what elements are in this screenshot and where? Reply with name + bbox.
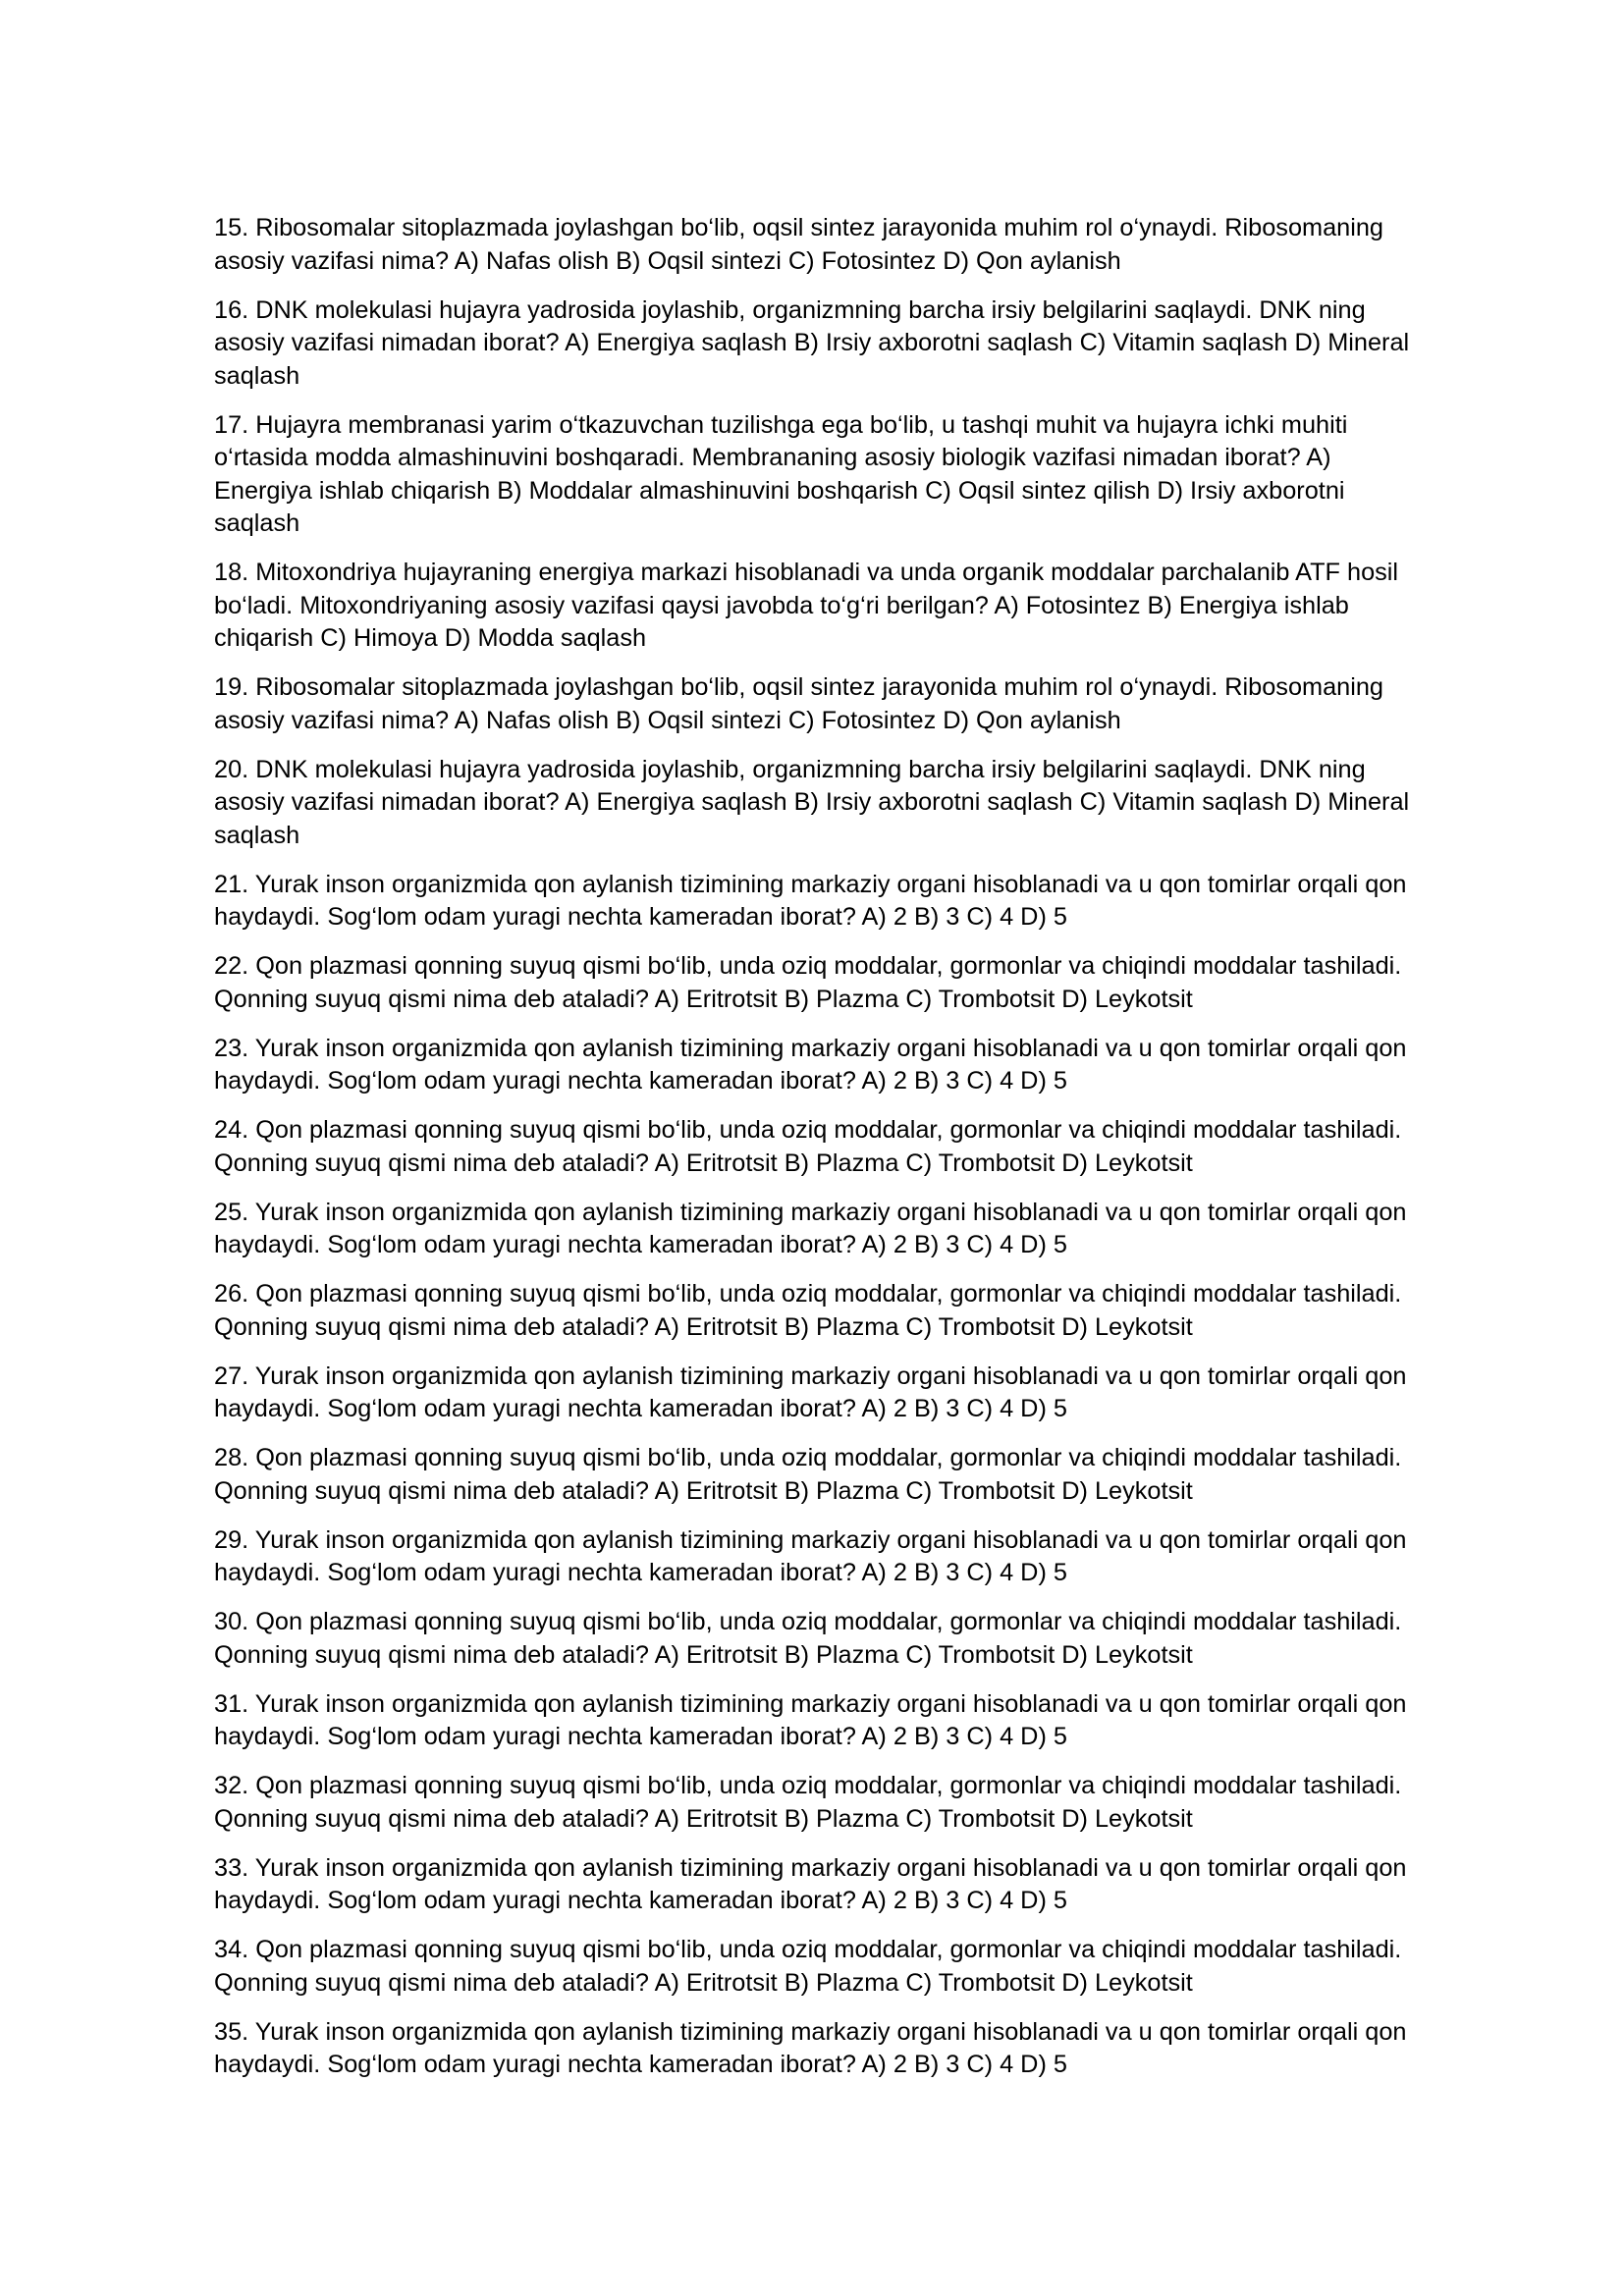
question-list — [214, 212, 1422, 2098]
question-18: 18. Mitoxondriya hujayraning energiya markazi hisoblanadi va unda organik moddalar parchalanib ATF hosil bo‘ladi. Mitoxondriyaning asosiy vazifasi qaysi javobda to‘g‘ri berilgan? A) Fotosintez B) Energiya ishlab chiqarish C) Himoya D) Modda saqlash — [214, 559, 1399, 652]
question-34: 34. Qon plazmasi qonning suyuq qismi bo‘lib, unda oziq moddalar, gormonlar va chiqindi moddalar tashiladi. Qonning suyuq qismi nima deb ataladi? A) Eritrotsit B) Plazma C) Trombotsit D) Leykotsit — [214, 1936, 1402, 1997]
question-27: 27. Yurak inson organizmida qon aylanish tizimining markaziy organi hisoblanadi va u qon tomirlar orqali qon haydaydi. Sog‘lom odam yuragi nechta kameradan iborat? A) 2 B) 3 C) 4 D) 5 — [214, 1362, 1407, 1422]
question-33: 33. Yurak inson organizmida qon aylanish tizimining markaziy organi hisoblanadi va u qon tomirlar orqali qon haydaydi. Sog‘lom odam yuragi nechta kameradan iborat? A) 2 B) 3 C) 4 D) 5 — [214, 1853, 1407, 1914]
question-32: 32. Qon plazmasi qonning suyuq qismi bo‘lib, unda oziq moddalar, gormonlar va chiqindi moddalar tashiladi. Qonning suyuq qismi nima deb ataladi? A) Eritrotsit B) Plazma C) Trombotsit D) Leykotsit — [214, 1772, 1402, 1833]
question-16: 16. DNK molekulasi hujayra yadrosida joylashib, organizmning barcha irsiy belgilarini saqlaydi. DNK ning asosiy vazifasi nimadan iborat? A) Energiya saqlash B) Irsiy axborotni saqlash C) Vitamin saqlash D) Mineral saqlash — [214, 295, 1410, 390]
question-31: 31. Yurak inson organizmida qon aylanish tizimining markaziy organi hisoblanadi va u qon tomirlar orqali qon haydaydi. Sog‘lom odam yuragi nechta kameradan iborat? A) 2 B) 3 C) 4 D) 5 — [214, 1689, 1407, 1750]
question-17: 17. Hujayra membranasi yarim o‘tkazuvchan tuzilishga ega bo‘lib, u tashqi muhit va hujayra ichki muhiti o‘rtasida modda almashinuvini boshqaradi. Membrananing asosiy biologik vazifasi nimadan iborat? A) Energiya ishlab chiqarish B) Moddalar almashinuvini boshqarish C) Oqsil sintez qilish D) Irsiy axborotni saqlash — [214, 410, 1348, 537]
question-29: 29. Yurak inson organizmida qon aylanish tizimining markaziy organi hisoblanadi va u qon tomirlar orqali qon haydaydi. Sog‘lom odam yuragi nechta kameradan iborat? A) 2 B) 3 C) 4 D) 5 — [214, 1525, 1407, 1586]
question-23: 23. Yurak inson organizmida qon aylanish tizimining markaziy organi hisoblanadi va u qon tomirlar orqali qon haydaydi. Sog‘lom odam yuragi nechta kameradan iborat? A) 2 B) 3 C) 4 D) 5 — [214, 1034, 1407, 1095]
question-24: 24. Qon plazmasi qonning suyuq qismi bo‘lib, unda oziq moddalar, gormonlar va chiqindi moddalar tashiladi. Qonning suyuq qismi nima deb ataladi? A) Eritrotsit B) Plazma C) Trombotsit D) Leykotsit — [214, 1116, 1402, 1177]
question-28: 28. Qon plazmasi qonning suyuq qismi bo‘lib, unda oziq moddalar, gormonlar va chiqindi moddalar tashiladi. Qonning suyuq qismi nima deb ataladi? A) Eritrotsit B) Plazma C) Trombotsit D) Leykotsit — [214, 1444, 1402, 1505]
question-22: 22. Qon plazmasi qonning suyuq qismi bo‘lib, unda oziq moddalar, gormonlar va chiqindi moddalar tashiladi. Qonning suyuq qismi nima deb ataladi? A) Eritrotsit B) Plazma C) Trombotsit D) Leykotsit — [214, 952, 1402, 1013]
question-26: 26. Qon plazmasi qonning suyuq qismi bo‘lib, unda oziq moddalar, gormonlar va chiqindi moddalar tashiladi. Qonning suyuq qismi nima deb ataladi? A) Eritrotsit B) Plazma C) Trombotsit D) Leykotsit — [214, 1280, 1402, 1341]
question-21: 21. Yurak inson organizmida qon aylanish tizimining markaziy organi hisoblanadi va u qon tomirlar orqali qon haydaydi. Sog‘lom odam yuragi nechta kameradan iborat? A) 2 B) 3 C) 4 D) 5 — [214, 870, 1407, 931]
question-25: 25. Yurak inson organizmida qon aylanish tizimining markaziy organi hisoblanadi va u qon tomirlar orqali qon haydaydi. Sog‘lom odam yuragi nechta kameradan iborat? A) 2 B) 3 C) 4 D) 5 — [214, 1198, 1407, 1258]
question-30: 30. Qon plazmasi qonning suyuq qismi bo‘lib, unda oziq moddalar, gormonlar va chiqindi moddalar tashiladi. Qonning suyuq qismi nima deb ataladi? A) Eritrotsit B) Plazma C) Trombotsit D) Leykotsit — [214, 1608, 1402, 1669]
question-20: 20. DNK molekulasi hujayra yadrosida joylashib, organizmning barcha irsiy belgilarini saqlaydi. DNK ning asosiy vazifasi nimadan iborat? A) Energiya saqlash B) Irsiy axborotni saqlash C) Vitamin saqlash D) Mineral saqlash — [214, 755, 1410, 849]
question-15: 15. Ribosomalar sitoplazmada joylashgan bo‘lib, oqsil sintez jarayonida muhim rol o‘ynaydi. Ribosomaning asosiy vazifasi nima? A) Nafas olish B) Oqsil sintezi C) Fotosintez D) Qon aylanish — [214, 214, 1383, 275]
question-35: 35. Yurak inson organizmida qon aylanish tizimining markaziy organi hisoblanadi va u qon tomirlar orqali qon haydaydi. Sog‘lom odam yuragi nechta kameradan iborat? A) 2 B) 3 C) 4 D) 5 — [214, 2017, 1407, 2078]
question-19: 19. Ribosomalar sitoplazmada joylashgan bo‘lib, oqsil sintez jarayonida muhim rol o‘ynaydi. Ribosomaning asosiy vazifasi nima? A) Nafas olish B) Oqsil sintezi C) Fotosintez D) Qon aylanish — [214, 673, 1383, 734]
